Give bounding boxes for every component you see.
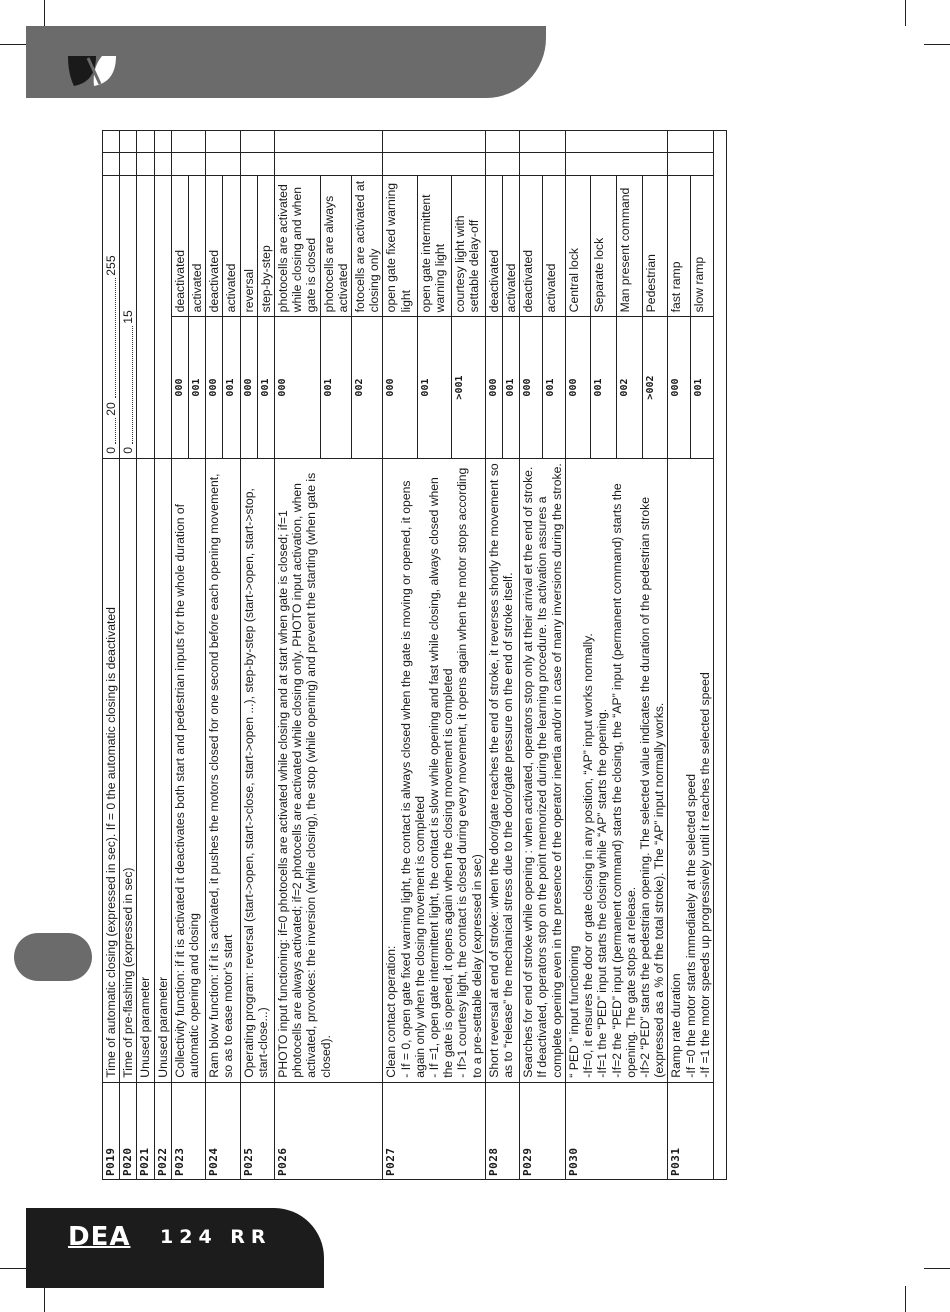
- value-code: >001: [451, 317, 485, 458]
- description-line: -If =1 the motor speeds up progressively until it reaches the selected speed: [697, 672, 712, 1078]
- user-setting-cell: [171, 131, 205, 153]
- range-mid: 20: [104, 402, 118, 416]
- user-setting-cell: [137, 131, 154, 153]
- value-range: [120, 175, 137, 458]
- value-label: activated: [543, 175, 566, 316]
- user-setting-cell: [240, 131, 274, 153]
- crop-mark: [905, 1286, 906, 1312]
- crop-mark: [0, 44, 26, 45]
- value-label: activated: [223, 175, 240, 316]
- user-setting-cell: [275, 131, 383, 153]
- user-setting-cell: [668, 131, 714, 153]
- value-code: 001: [591, 317, 617, 458]
- param-code: P020: [120, 1082, 137, 1179]
- param-description: Operating program: reversal (start->open, start->close, start->open ...), step-by-step (start->open, start->stop, start-close...): [240, 458, 274, 1082]
- value-code: 000: [240, 317, 257, 458]
- param-description: [565, 458, 667, 1082]
- crop-mark: [905, 0, 906, 26]
- default-value-cell: [565, 153, 667, 175]
- param-code: P021: [137, 1082, 154, 1179]
- value-label: reversal: [240, 175, 257, 316]
- crop-mark: [44, 1286, 45, 1312]
- value-label: deactivated: [206, 175, 223, 316]
- param-description: Time of pre-flashing (expressed in sec): [120, 458, 137, 1082]
- table-row: [137, 131, 154, 1180]
- table-row: [565, 131, 591, 1180]
- param-description: [383, 458, 485, 1082]
- value-code: 000: [383, 317, 417, 458]
- param-code: P028: [485, 1082, 519, 1179]
- table-row: [154, 131, 171, 1180]
- brand-logo: DEA: [68, 1222, 131, 1252]
- default-value-cell: [383, 153, 485, 175]
- value-label: activated: [503, 175, 520, 316]
- description-line: Clean contact operation:: [384, 945, 399, 1078]
- table-row: [383, 131, 417, 1180]
- param-code: P030: [565, 1082, 667, 1179]
- param-code: P019: [103, 1082, 120, 1179]
- value-label: Separate lock: [591, 175, 617, 316]
- range-min: 0: [104, 446, 118, 454]
- param-description: Time of automatic closing (expressed in sec). If = 0 the automatic closing is deactivated: [103, 458, 120, 1082]
- user-setting-cell: [565, 131, 667, 153]
- param-code: P031: [668, 1082, 714, 1179]
- range-dots: [132, 326, 133, 444]
- table-row: [275, 131, 321, 1180]
- range-max: 255: [104, 255, 118, 276]
- default-value-cell: [120, 153, 137, 175]
- description-line: Ramp rate duration: [669, 973, 684, 1078]
- description-line: -If=2 the “PED” input (permanent command) starts the closing, the “AP” input (permanent command) starts the opening. The gate stops at release.: [609, 483, 638, 1078]
- description-line: - If =1, open gate intermittent light, the contact is slow while opening and fast while closing, always closed when the gate is opened, it opens again when the closing movement is completed: [427, 477, 456, 1078]
- table-row: [206, 131, 223, 1180]
- param-code: P022: [154, 1082, 171, 1179]
- param-code: P029: [520, 1082, 566, 1179]
- param-description: Unused parameter: [154, 458, 171, 1082]
- default-value-cell: [485, 153, 519, 175]
- range-dots: [115, 278, 116, 398]
- value-label: deactivated: [520, 175, 543, 316]
- value-code: 002: [352, 317, 383, 458]
- param-description: Searches for end of stroke while opening : when activated, operators stop only at their arrival et the end of stroke. If deactivated, operators stop on the point memorized during the learning procedure. Its activation assures a complete opening even in the presence of the operator inertia and/or in case of many inversions during the stroke.: [520, 458, 566, 1082]
- user-setting-cell: [154, 131, 171, 153]
- value-label: photocells are activated while closing and when gate is closed: [275, 175, 321, 316]
- param-description: Collectivity function: if it is activated it deactivates both start and pedestrian inputs for the whole duration of automatic opening and closing: [171, 458, 205, 1082]
- table-row: [485, 131, 502, 1180]
- value-range: [154, 175, 171, 458]
- crop-mark: [0, 1268, 26, 1269]
- param-description: [668, 458, 714, 1082]
- default-value-cell: [137, 153, 154, 175]
- default-value-cell: [668, 153, 714, 175]
- user-setting-cell: [520, 131, 566, 153]
- user-setting-cell: [103, 131, 120, 153]
- param-description: Unused parameter: [137, 458, 154, 1082]
- value-code: >002: [642, 317, 668, 458]
- value-label: open gate intermittent warning light: [417, 175, 451, 316]
- value-range: [137, 175, 154, 458]
- blank-cell: [713, 131, 726, 1180]
- value-label: photocells are always activated: [320, 175, 351, 316]
- default-value-cell: [103, 153, 120, 175]
- value-label: deactivated: [485, 175, 502, 316]
- value-code: 000: [565, 317, 591, 458]
- default-value-cell: [240, 153, 274, 175]
- crop-mark: [924, 44, 950, 45]
- table-row: [120, 131, 137, 1180]
- value-code: 000: [668, 317, 691, 458]
- description-line: -If>2 “PED” starts the pedestrian opening. The selected value indicates the duration of the pedestrian stroke (expressed as a % of the total stroke). The “AP” input normally works.: [637, 497, 667, 1078]
- value-label: Pedestrian: [642, 175, 668, 316]
- value-code: 000: [485, 317, 502, 458]
- param-code: P027: [383, 1082, 485, 1179]
- value-range: [103, 175, 120, 458]
- dea-leaf-logo-icon: [66, 54, 118, 88]
- value-code: 001: [417, 317, 451, 458]
- param-code: P024: [206, 1082, 240, 1179]
- description-line: “ PED ” input functioning: [566, 945, 581, 1078]
- description-line: -If=0, it ensures the door or gate closing in any position, “AP” input works normally.: [581, 633, 596, 1078]
- value-code: 000: [520, 317, 543, 458]
- param-code: P026: [275, 1082, 383, 1179]
- default-value-cell: [520, 153, 566, 175]
- table-row-blank: [713, 131, 726, 1180]
- param-code: P023: [171, 1082, 205, 1179]
- value-code: 001: [223, 317, 240, 458]
- table-row: [171, 131, 188, 1180]
- value-code: 001: [503, 317, 520, 458]
- value-label: step-by-step: [257, 175, 274, 316]
- description-line: - If = 0, open gate fixed warning light, the contact is always closed when the gate is moving or opened, it opens again only when the closing movement is completed: [398, 480, 427, 1078]
- value-label: fotocells are activated at closing only: [352, 175, 383, 316]
- value-label: Man present command: [617, 175, 643, 316]
- range-scale: [121, 180, 135, 454]
- param-description: PHOTO input functioning: if=0 photocells are activated while closing and at start when gate is closed; if=1 photocells are always activated; if=2 photocells are activated while closing only. PHOTO input activation, when activated, provokes: the inversion (while closing), the stop (while opening) and prevent the starting (when gate is closed).: [275, 458, 383, 1082]
- value-code: 001: [257, 317, 274, 458]
- user-setting-cell: [383, 131, 485, 153]
- value-code: 000: [206, 317, 223, 458]
- value-code: 001: [691, 317, 714, 458]
- table-row: [103, 131, 120, 1180]
- value-label: courtesy light with settable delay-off: [451, 175, 485, 316]
- range-scale: [104, 180, 118, 454]
- user-setting-cell: [120, 131, 137, 153]
- table-row: [668, 131, 691, 1180]
- default-value-cell: [154, 153, 171, 175]
- param-description: Short reversal at end of stroke: when the door/gate reaches the end of stroke, it reverses shortly the movement so as to “release” the mechanical stress due to the door/gate pressure on the end of stroke itself.: [485, 458, 519, 1082]
- table-row: [240, 131, 257, 1180]
- description-line: -If=1 the “PED” input starts the closing while “AP” starts the opening.: [595, 708, 610, 1078]
- value-label: slow ramp: [691, 175, 714, 316]
- default-value-cell: [171, 153, 205, 175]
- description-line: - If>1 courtesy light, the contact is closed during every movement, it opens again when the motor stops according to a pre-settable delay (expressed in sec): [455, 467, 484, 1078]
- crop-mark: [44, 0, 45, 26]
- description-line: -If =0 the motor starts immediately at the selected speed: [683, 773, 698, 1078]
- value-code: 000: [275, 317, 321, 458]
- value-code: 001: [543, 317, 566, 458]
- range-min: 0: [121, 446, 136, 454]
- user-setting-cell: [206, 131, 240, 153]
- page-number: 124 RR: [160, 1226, 272, 1248]
- table-row: [520, 131, 543, 1180]
- range-dots: [115, 418, 116, 444]
- value-code: 000: [171, 317, 188, 458]
- value-label: activated: [189, 175, 206, 316]
- range-max: 15: [121, 310, 136, 324]
- crop-mark: [924, 1268, 950, 1269]
- user-setting-cell: [485, 131, 519, 153]
- value-label: deactivated: [171, 175, 188, 316]
- parameter-table: [102, 130, 832, 1180]
- default-value-cell: [206, 153, 240, 175]
- value-label: Central lock: [565, 175, 591, 316]
- value-code: 002: [617, 317, 643, 458]
- default-value-cell: [275, 153, 383, 175]
- value-code: 001: [189, 317, 206, 458]
- param-code: P025: [240, 1082, 274, 1179]
- value-label: open gate fixed warning light: [383, 175, 417, 316]
- value-code: 001: [320, 317, 351, 458]
- param-description: Ram blow function: if it is activated, it pushes the motors closed for one second before each opening movement, so as to ease motor’s start: [206, 458, 240, 1082]
- side-tab: [14, 933, 92, 981]
- value-label: fast ramp: [668, 175, 691, 316]
